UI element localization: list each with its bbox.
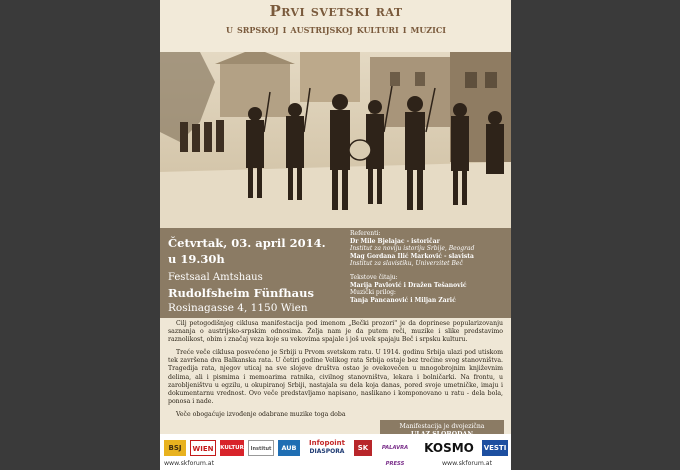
music-names: Tanja Pancanović i Miljan Zarić <box>350 296 456 304</box>
description-paragraph-1: Cilj petogodišnjeg ciklusa manifestacija pod imenom „Bečki prozori" je da doprinese popularizovanju saznanja o austrijsko-srpskim odnosima. Želja nam je da putem reči, muzike i slike predstavimo raznolikost, obim i značaj veza koje su vekovima spajale i još uvek spajaju Beč i srpsku kulturu. <box>168 320 503 344</box>
historical-photo <box>160 52 511 228</box>
website-link-left[interactable]: www.skforum.at <box>164 460 215 467</box>
sponsor-logo-aub: AUB <box>278 440 300 456</box>
sponsor-logo-infopoint: Infopoint <box>305 438 349 448</box>
readers-names: Marija Pavlović i Dražen Tešanović <box>350 281 467 289</box>
event-time: u 19.30h <box>168 252 225 266</box>
sponsor-logo-kultur: KULTUR <box>220 440 244 456</box>
description-paragraph-3: Veče obogaćuje izvođenje odabrane muzike toga doba <box>176 410 346 418</box>
speaker-1: Dr Mile Bjelajac - istoričar <box>350 237 440 245</box>
speaker-2-affiliation: Institut za slavistiku, Univerzitet Beč <box>350 260 463 268</box>
readers-label: Tekstove čitaju: <box>350 273 398 281</box>
event-address: Rosinagasse 4, 1150 Wien <box>168 302 308 314</box>
speaker-2: Mag Gordana Ilić Marković - slavista <box>350 252 474 260</box>
sponsor-logo-institut: Institut <box>248 440 274 456</box>
event-venue-district: Rudolfsheim Fünfhaus <box>168 286 314 300</box>
sponsor-logo-palavra: PALAVRA PRESS <box>374 440 416 456</box>
event-description <box>160 320 511 432</box>
website-link-right[interactable]: www.skforum.at <box>442 460 493 467</box>
poster-title: Prvi svetski rat <box>269 2 403 20</box>
soldiers-march-photo-icon <box>160 52 511 228</box>
right-background <box>511 0 680 470</box>
event-poster <box>160 0 511 470</box>
sponsor-logo-diaspora: DIASPORA <box>305 448 349 456</box>
event-info-panel <box>160 228 511 318</box>
left-background <box>0 0 160 470</box>
speakers-list <box>350 230 508 304</box>
poster-header <box>160 0 511 52</box>
sponsor-logo-sk: SK <box>354 440 372 456</box>
poster-subtitle: u srpskoj i austrijskoj kulturi i muzici <box>225 22 446 36</box>
sponsor-logo-vesti: VESTI <box>482 440 508 456</box>
sponsor-logo-kosmo: KOSMO <box>418 440 480 456</box>
description-paragraph-2: Treće veče ciklusa posvećeno je Srbiji u Prvom svetskom ratu. U 1914. godinu Srbija ulazi pod utiskom tek završena dva Balkanska rata. U četiri godine Velikog rata Srbija ostaje bez trećine svog stanovništva. Tragedija rata, njegov uticaj na sve slojeve društva ostao je ovekovečen u mnogobrojnim književnim delima, ali i pismima i memoarima ratnika, civilnog stanovništva, lekara i bolničarki. Na frontu, u zarobljeništvu u egzilu, u okupiranoj Srbiji, nastajala su dela koja danas, pored svoje umetničke, imaju i dokumentarnu vrednost. Ovo veče predstavljamo napisano, naslikano i komponovano u ratu - dela bola, ponosa i nade. <box>168 349 503 405</box>
speaker-1-affiliation: Institut za noviju istoriju Srbije, Beograd <box>350 245 475 253</box>
manifest-language: Manifestacija je dvojezična <box>399 423 485 430</box>
sponsor-logo-bsj: BSJ <box>164 440 186 456</box>
event-venue-hall: Festsaal Amtshaus <box>168 272 263 283</box>
sponsor-logos <box>160 434 511 470</box>
music-label: Muzički prilog: <box>350 289 396 297</box>
event-date: Četvrtak, 03. april 2014. <box>168 236 326 250</box>
speakers-label: Referenti: <box>350 230 381 237</box>
sponsor-logo-wien: WIEN <box>190 440 216 456</box>
